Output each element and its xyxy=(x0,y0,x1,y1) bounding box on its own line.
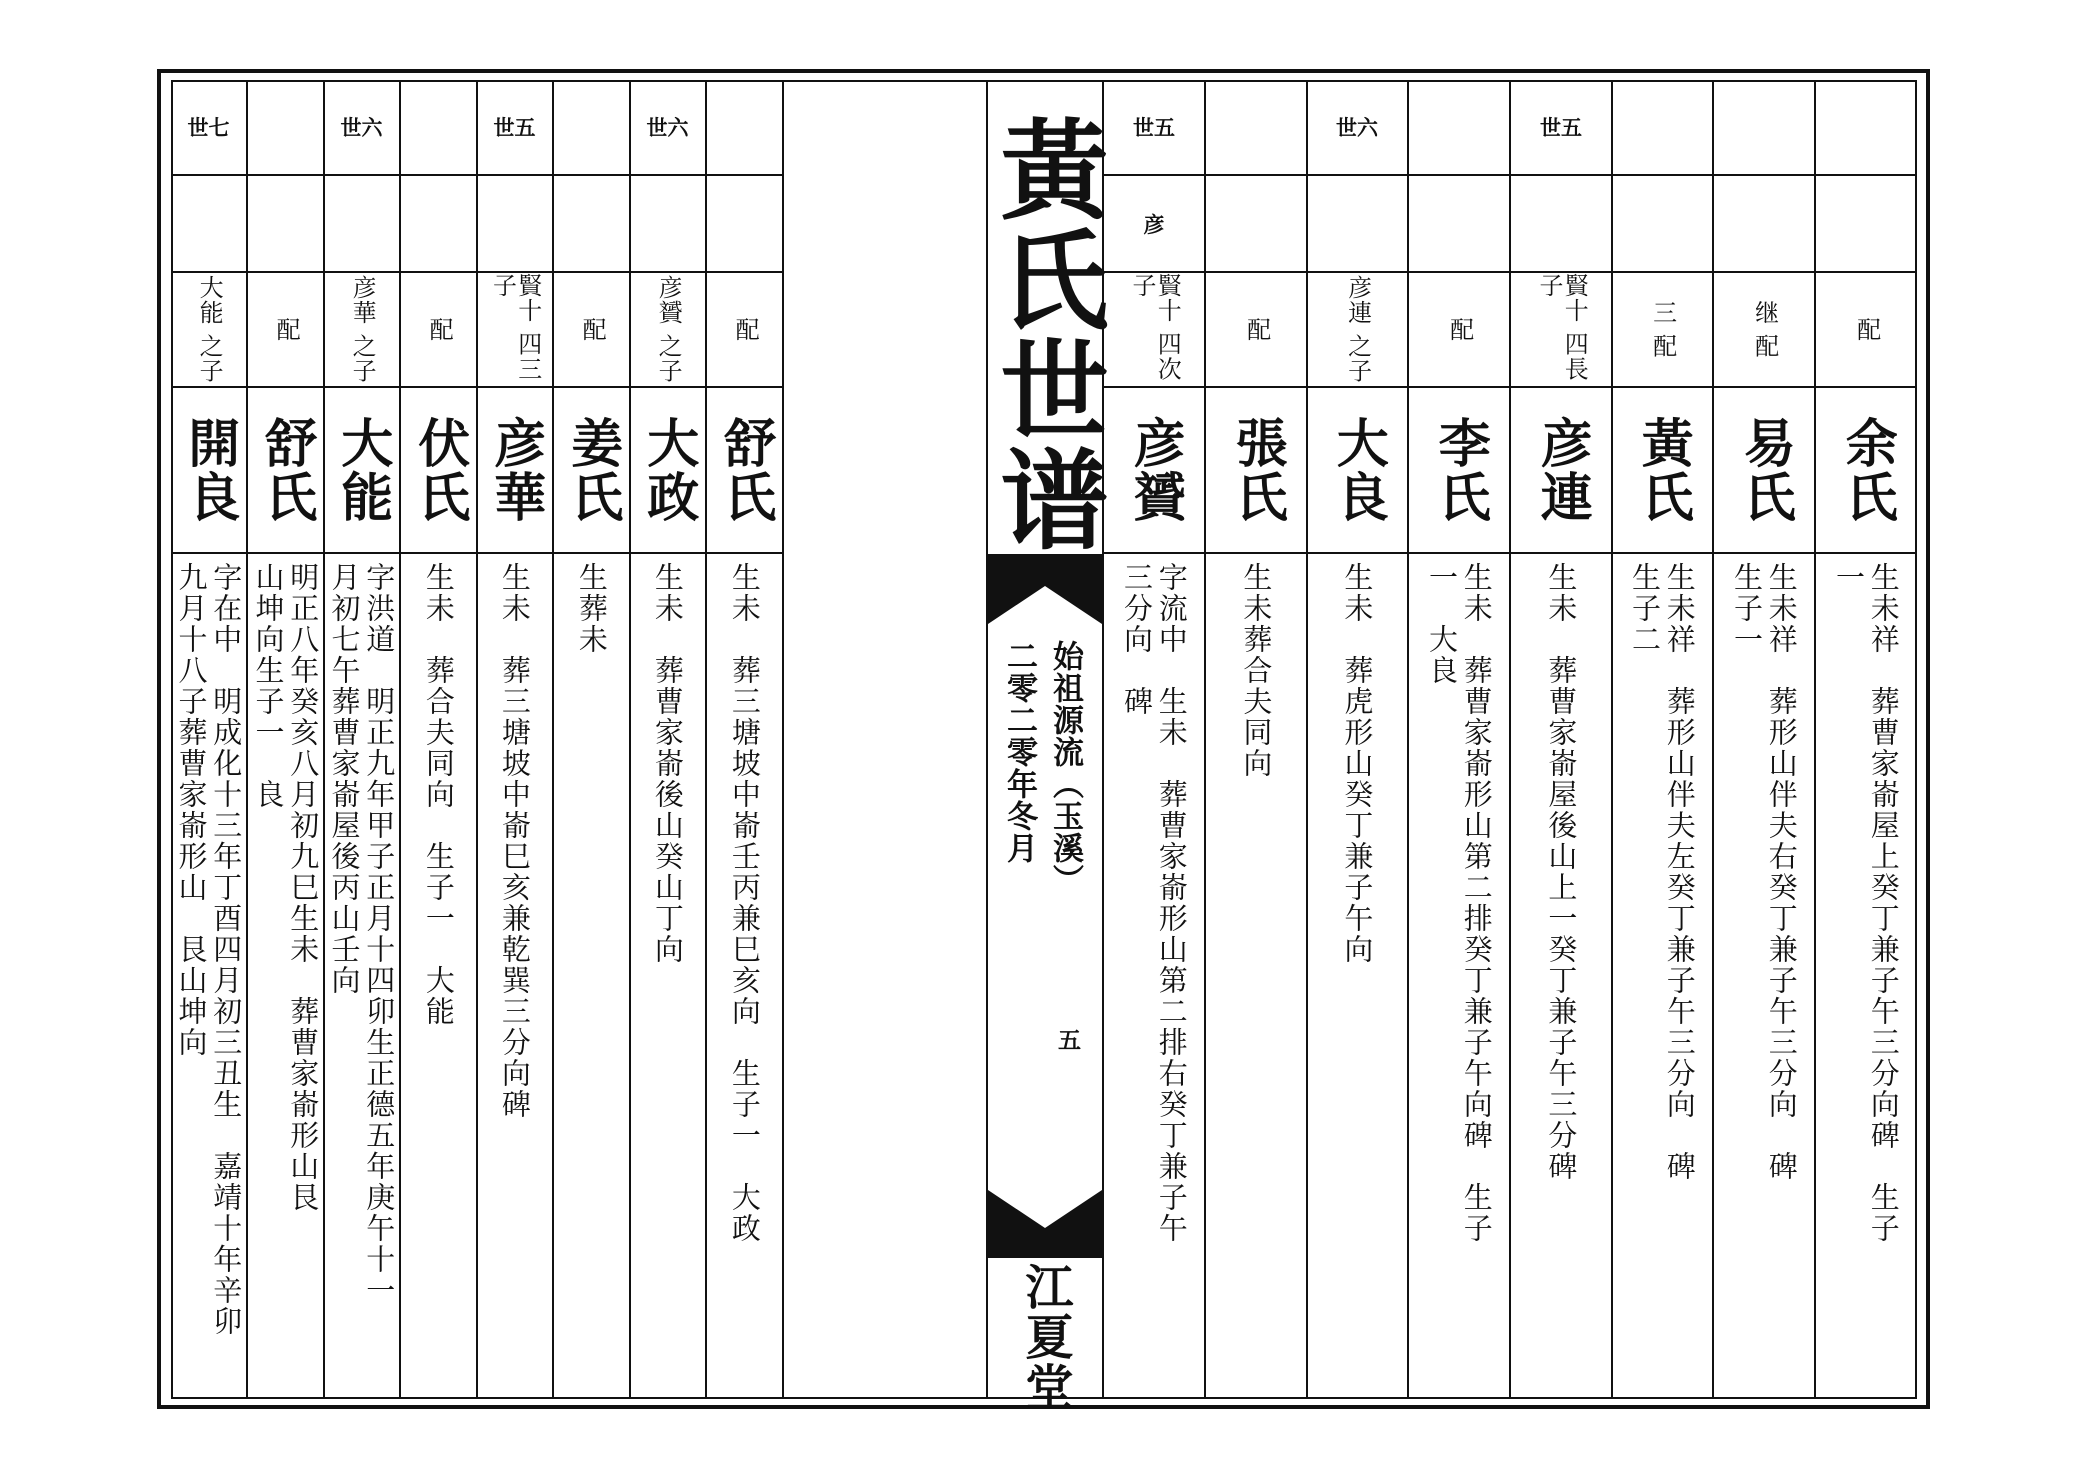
person-name: 易氏 xyxy=(1734,416,1796,524)
generation-label: 世六 xyxy=(340,115,383,140)
relation-label: 继 配 xyxy=(1750,300,1779,359)
person-name: 黃氏 xyxy=(1632,416,1694,524)
genealogy-column xyxy=(707,80,784,1399)
biography-text: 生未祥 葬形山伴夫左癸丁兼子午三分向 碑 生子二 xyxy=(1628,562,1697,1182)
genealogy-column xyxy=(401,80,478,1399)
relation-label: 配 xyxy=(731,317,760,342)
biography-text: 字洪道 明正九年甲子正月十四卯生正德五年庚午十一 月初七午葬曹家嵛屋後丙山壬向 xyxy=(327,562,397,1306)
generation-label: 世五 xyxy=(1133,115,1175,140)
person-name: 開良 xyxy=(178,416,240,524)
generation-label: 世七 xyxy=(187,115,230,140)
person-name: 張氏 xyxy=(1226,416,1288,524)
generation-label: 世六 xyxy=(1336,115,1378,140)
person-name: 大政 xyxy=(637,416,699,524)
person-name: 舒氏 xyxy=(255,416,317,524)
biography-text: 生未祥 葬形山伴夫右癸丁兼子午三分向 碑 生子一 xyxy=(1730,562,1799,1182)
person-name: 李氏 xyxy=(1429,416,1491,524)
fishtail-bottom-icon xyxy=(988,1190,1102,1258)
title-column xyxy=(982,80,1108,1412)
person-name: 彦連 xyxy=(1531,416,1593,524)
relation-label: 賢十 四長 子 xyxy=(1535,273,1589,382)
relation-label: 彦華 之子 xyxy=(348,275,377,384)
genealogy-column xyxy=(171,80,248,1399)
biography-text: 生未 葬三塘坡中嵛壬丙兼巳亥向 生子一 大政 xyxy=(727,562,762,1244)
biography-text: 字流中 生未 葬曹家嵛形山第二排右癸丁兼子午 三分向 碑 xyxy=(1120,562,1189,1244)
biography-text: 生未祥 葬曹家嵛屋上癸丁兼子午三分向碑 生子 一 xyxy=(1832,562,1901,1244)
relation-label: 配 xyxy=(1242,317,1271,342)
relation-label: 配 xyxy=(1852,317,1881,342)
genealogy-column xyxy=(630,80,707,1399)
relation-label: 賢十 四三 子 xyxy=(488,273,542,382)
generation-label: 世五 xyxy=(493,115,536,140)
generation-label: 世六 xyxy=(646,115,689,140)
genealogy-grid xyxy=(171,80,1917,1412)
genealogy-column xyxy=(1511,80,1613,1399)
relation-label: 大能 之子 xyxy=(195,275,224,384)
genealogy-column xyxy=(324,80,401,1399)
person-name: 姜氏 xyxy=(561,416,623,524)
biography-text: 生未葬合夫同向 xyxy=(1239,562,1274,779)
subtitle-line-1: 始祖源流（玉溪） xyxy=(1047,640,1083,896)
second-row-label: 彦 xyxy=(1143,211,1165,237)
generation-label: 世五 xyxy=(1540,115,1582,140)
relation-label: 配 xyxy=(578,317,607,342)
genealogy-column xyxy=(1104,80,1206,1399)
biography-text: 生未 葬曹家嵛屋後山上一癸丁兼子午三分碑 xyxy=(1544,562,1579,1182)
relation-label: 三 配 xyxy=(1648,300,1677,359)
biography-text: 字在中 明成化十三年丁酉四月初三丑生 嘉靖十年辛卯 九月十八子葬曹家嵛形山 艮山坤向 xyxy=(174,562,244,1337)
genealogy-column xyxy=(1206,80,1308,1399)
biography-text: 生未 葬曹家嵛後山癸山丁向 xyxy=(650,562,685,965)
biography-text: 生未 葬虎形山癸丁兼子午向 xyxy=(1340,562,1375,965)
relation-label: 彦贇 之子 xyxy=(654,275,683,384)
page-number: 五 xyxy=(1054,1028,1081,1051)
person-name: 大良 xyxy=(1327,416,1389,524)
person-name: 余氏 xyxy=(1836,416,1898,524)
genealogy-column xyxy=(1612,80,1714,1399)
biography-text: 生未 葬合夫同向 生子一 大能 xyxy=(421,562,456,1027)
genealogy-column xyxy=(248,80,325,1399)
genealogy-column xyxy=(1815,80,1917,1399)
relation-label: 彦連 之子 xyxy=(1343,275,1372,384)
fishtail-top-icon xyxy=(988,556,1102,624)
hall-name: 江夏堂 xyxy=(1017,1262,1073,1412)
biography-text: 生未 葬曹家嵛形山第二排癸丁兼子午向碑 生子 一 大良 xyxy=(1425,562,1494,1244)
biography-text: 明正八年癸亥八月初九巳生未 葬曹家嵛形山艮 山坤向生子一 良 xyxy=(251,562,321,1213)
biography-text: 生葬未 xyxy=(574,562,609,655)
relation-label: 配 xyxy=(1445,317,1474,342)
genealogy-column xyxy=(477,80,554,1399)
relation-label: 賢十 四次 子 xyxy=(1128,273,1182,382)
person-name: 伏氏 xyxy=(408,416,470,524)
genealogy-column xyxy=(1409,80,1511,1399)
person-name: 舒氏 xyxy=(714,416,776,524)
person-name: 彦華 xyxy=(484,416,546,524)
relation-label: 配 xyxy=(425,317,454,342)
person-name: 大能 xyxy=(331,416,393,524)
genealogy-title: 黃氏世谱 xyxy=(982,114,1108,554)
person-name: 彦贇 xyxy=(1124,416,1186,524)
subtitle-line-2: 二零二零年冬月 xyxy=(1001,640,1037,864)
title-subtitle xyxy=(988,628,1102,1188)
genealogy-column xyxy=(1714,80,1816,1399)
relation-label: 配 xyxy=(272,317,301,342)
genealogy-column xyxy=(1307,80,1409,1399)
biography-text: 生未 葬三塘坡中嵛巳亥兼乾巽三分向碑 xyxy=(497,562,532,1120)
genealogy-column xyxy=(554,80,631,1399)
